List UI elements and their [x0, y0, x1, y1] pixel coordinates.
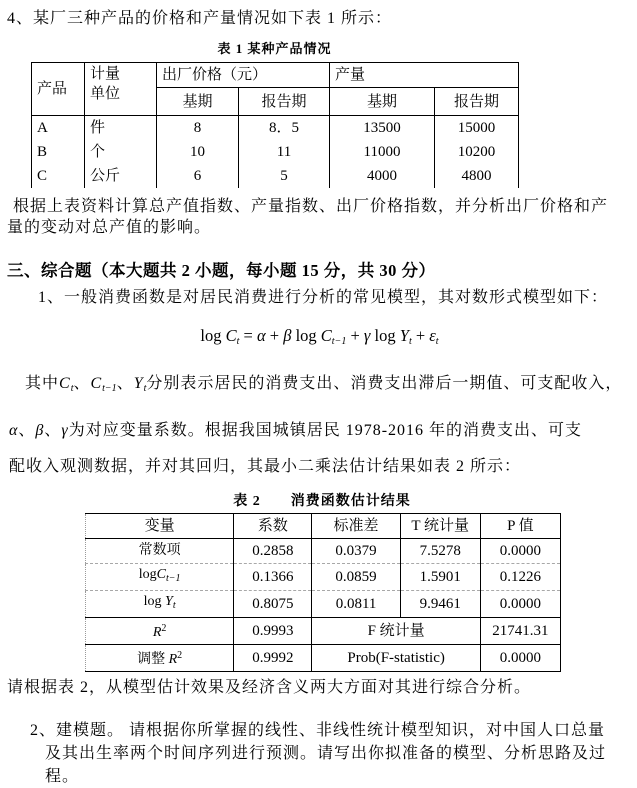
cell-tstat: 7.5278 — [400, 539, 480, 564]
model-description-line2: α、β、γ为对应变量系数。根据我国城镇居民 1978-2016 年的消费支出、可支 — [9, 422, 583, 439]
cell-output-report: 4800 — [435, 164, 519, 188]
cell-output-base: 4000 — [330, 164, 435, 188]
cell-variable: 常数项 — [86, 539, 234, 564]
model-description-line1: 其中$C_t$、$C_{t-1}$、$Y_t$分别表示居民的消费支出、消费支出滞后一期值、可支配收入， — [25, 375, 623, 394]
cell-adj-r-squared-value: 0.9992 — [234, 645, 312, 672]
cell-output-report: 10200 — [435, 140, 519, 164]
analysis-line2: 量的变动对总产值的影响。 — [7, 219, 212, 236]
cell-product: C — [32, 164, 85, 188]
product-table — [31, 62, 519, 188]
table-row — [32, 116, 519, 141]
header-unit-line1: 计量 — [90, 66, 121, 82]
q2-line3: 程。 — [45, 768, 80, 785]
table-row — [32, 140, 519, 164]
table-row — [86, 645, 561, 672]
cell-tstat: 9.9461 — [400, 591, 480, 618]
cell-product: A — [32, 116, 85, 141]
cell-adj-r-squared: 调整 $R^2$ — [86, 645, 234, 672]
table-row — [86, 564, 561, 591]
column-header-variable: 变量 — [86, 514, 234, 539]
header-cell-price-report: 报告期 — [239, 88, 330, 116]
cell-variable: logC$_{t-1}$ — [86, 564, 234, 591]
q1-intro: 1、一般消费函数是对居民消费进行分析的常见模型，其对数形式模型如下： — [38, 289, 609, 306]
table1-caption: 表 1 某种产品情况 — [217, 41, 332, 56]
column-header-coef: 系数 — [234, 514, 312, 539]
cell-unit: 件 — [85, 116, 157, 141]
cell-price-report: 8．5 — [239, 116, 330, 141]
cell-unit: 公斤 — [85, 164, 157, 188]
model-description-line3: 配收入观测数据，并对其回归，其最小二乘法估计结果如表 2 所示： — [9, 458, 522, 475]
q2-line1: 2、建模题。 请根据你所掌握的线性、非线性统计模型知识，对中国人口总量 — [30, 722, 606, 739]
cell-tstat: 1.5901 — [400, 564, 480, 591]
cell-price-report: 5 — [239, 164, 330, 188]
table-row — [86, 591, 561, 618]
question4-analysis — [7, 196, 632, 238]
cell-output-report: 15000 — [435, 116, 519, 141]
section3-heading: 三、综合题（本大题共 2 小题，每小题 15 分，共 30 分） — [7, 261, 436, 280]
analysis-line1: 根据上表资料计算总产值指数、产量指数、出厂价格指数，并分析出厂价格和产 — [13, 198, 609, 215]
table-row — [86, 618, 561, 645]
table1-header-row1 — [32, 63, 519, 88]
cell-price-base: 8 — [157, 116, 239, 141]
header-cell-price-base: 基期 — [157, 88, 239, 116]
cell-unit: 个 — [85, 140, 157, 164]
regression-results-table — [85, 513, 561, 672]
cell-coef: 0.2858 — [234, 539, 312, 564]
table-row — [32, 164, 519, 188]
header-cell-output-report: 报告期 — [435, 88, 519, 116]
cell-pval: 0.1226 — [480, 564, 560, 591]
regression-formula: $\log C_t = \alpha + \beta$ $\log C_{t-1} + \gamma$ $\log Y_t + \varepsilon_t$ — [200, 326, 439, 347]
column-header-pval: P 值 — [480, 514, 560, 539]
column-header-se: 标准差 — [312, 514, 400, 539]
cell-se: 0.0379 — [312, 539, 400, 564]
cell-coef: 0.8075 — [234, 591, 312, 618]
column-header-tstat: T 统计量 — [400, 514, 480, 539]
cell-prob-f-value: 0.0000 — [480, 645, 560, 672]
cell-f-stat-label: F 统计量 — [312, 618, 480, 645]
cell-se: 0.0859 — [312, 564, 400, 591]
cell-price-base: 10 — [157, 140, 239, 164]
table2-header-row — [86, 514, 561, 539]
cell-r-squared: $R^2$ — [86, 618, 234, 645]
header-cell-unit — [85, 63, 157, 116]
cell-r-squared-value: 0.9993 — [234, 618, 312, 645]
cell-output-base: 13500 — [330, 116, 435, 141]
cell-variable: $\log Y_t$ — [86, 591, 234, 618]
cell-product: B — [32, 140, 85, 164]
cell-f-stat-value: 21741.31 — [480, 618, 560, 645]
cell-prob-f-label: Prob(F-statistic) — [312, 645, 480, 672]
cell-output-base: 11000 — [330, 140, 435, 164]
header-unit-line2: 单位 — [90, 86, 121, 102]
cell-coef: 0.1366 — [234, 564, 312, 591]
cell-price-base: 6 — [157, 164, 239, 188]
cell-pval: 0.0000 — [480, 539, 560, 564]
header-cell-output-group: 产量 — [330, 63, 519, 88]
q1-conclusion: 请根据表 2，从模型估计效果及经济含义两大方面对其进行综合分析。 — [7, 679, 532, 696]
cell-price-report: 11 — [239, 140, 330, 164]
question2-block — [7, 719, 632, 788]
header-cell-product: 产品 — [32, 63, 85, 116]
header-cell-output-base: 基期 — [330, 88, 435, 116]
table-row — [86, 539, 561, 564]
cell-se: 0.0811 — [312, 591, 400, 618]
table2-caption: 表 2 消费函数估计结果 — [233, 494, 411, 509]
header-cell-price-group: 出厂价格（元） — [157, 63, 330, 88]
question4-intro: 4、某厂三种产品的价格和产量情况如下表 1 所示： — [7, 10, 393, 27]
cell-pval: 0.0000 — [480, 591, 560, 618]
q2-line2: 及其出生率两个时间序列进行预测。请写出你拟准备的模型、分析思路及过 — [45, 745, 607, 762]
